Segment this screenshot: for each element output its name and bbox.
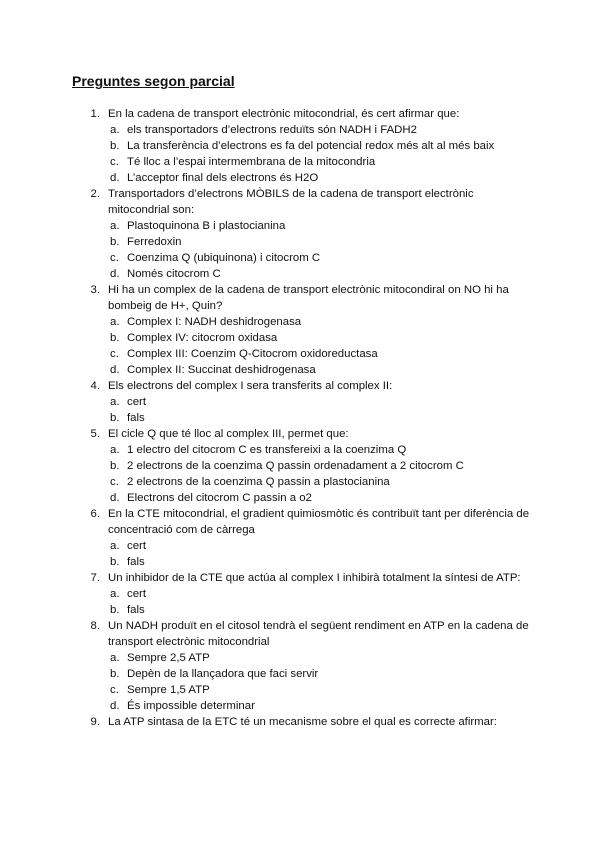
page-title: Preguntes segon parcial [72, 73, 235, 89]
option-text: L’acceptor final dels electrons és H2O [127, 172, 319, 184]
answer-option [72, 346, 542, 362]
option-text: La transferència d’electrons es fa del potencial redox més alt al més baix [127, 140, 495, 152]
question-number: 9. [90, 716, 100, 728]
option-letter: d. [110, 268, 120, 280]
option-text: Coenzima Q (ubiquinona) i citocrom C [127, 252, 321, 264]
option-letter: a. [110, 588, 120, 600]
answer-option [72, 250, 542, 266]
answer-option [72, 330, 542, 346]
answer-option [72, 490, 542, 506]
option-letter: a. [110, 220, 120, 232]
question-number: 8. [90, 620, 100, 632]
question-number: 1. [90, 108, 100, 120]
option-text: Complex III: Coenzim Q-Citocrom oxidoreductasa [127, 348, 378, 360]
option-text: cert [127, 540, 146, 552]
question-number: 5. [90, 428, 100, 440]
answer-option [72, 266, 542, 282]
question [72, 282, 542, 314]
option-letter: c. [110, 156, 119, 168]
answer-option [72, 122, 542, 138]
option-letter: b. [110, 556, 120, 568]
option-text: cert [127, 396, 146, 408]
option-letter: d. [110, 700, 120, 712]
option-text: Té lloc a l’espai intermembrana de la mitocondria [127, 156, 376, 168]
question [72, 570, 542, 586]
option-letter: b. [110, 460, 120, 472]
option-text: És impossible determinar [127, 700, 255, 712]
option-letter: d. [110, 172, 120, 184]
option-letter: a. [110, 652, 120, 664]
option-letter: c. [110, 348, 119, 360]
option-text: fals [127, 556, 145, 568]
option-letter: a. [110, 124, 120, 136]
option-text: fals [127, 604, 145, 616]
question [72, 426, 542, 442]
question-text: Un NADH produït en el citosol tendrà el següent rendiment en ATP en la cadena de transport electrònic mitocondrial [108, 620, 529, 648]
answer-option [72, 586, 542, 602]
option-letter: b. [110, 140, 120, 152]
question [72, 618, 542, 650]
answer-option [72, 314, 542, 330]
option-letter: c. [110, 252, 119, 264]
answer-option [72, 138, 542, 154]
option-text: Complex IV: citocrom oxidasa [127, 332, 278, 344]
answer-option [72, 410, 542, 426]
answer-option [72, 538, 542, 554]
option-letter: c. [110, 476, 119, 488]
question-number: 6. [90, 508, 100, 520]
answer-option [72, 666, 542, 682]
question-text: Hi ha un complex de la cadena de transport electrònic mitocondiral on NO hi ha bombeig de H+, Quin? [108, 284, 509, 312]
question [72, 106, 542, 122]
answer-option [72, 362, 542, 378]
answer-option [72, 218, 542, 234]
question-text: Un inhibidor de la CTE que actúa al complex I inhibirà totalment la síntesi de ATP: [108, 572, 521, 584]
option-letter: a. [110, 316, 120, 328]
option-letter: b. [110, 332, 120, 344]
answer-option [72, 474, 542, 490]
answer-option [72, 170, 542, 186]
question [72, 378, 542, 394]
option-letter: d. [110, 492, 120, 504]
question-number: 3. [90, 284, 100, 296]
option-text: Complex II: Succinat deshidrogenasa [127, 364, 316, 376]
answer-option [72, 602, 542, 618]
option-letter: a. [110, 396, 120, 408]
question-number: 4. [90, 380, 100, 392]
question-text: Els electrons del complex I sera transferits al complex II: [108, 380, 393, 392]
option-text: Depèn de la llançadora que faci servir [127, 668, 319, 680]
option-text: 2 electrons de la coenzima Q passin a plastocianina [127, 476, 390, 488]
option-text: Sempre 2,5 ATP [127, 652, 210, 664]
option-text: Plastoquinona B i plastocianina [127, 220, 286, 232]
option-letter: b. [110, 412, 120, 424]
question [72, 714, 542, 730]
question-text: En la cadena de transport electrònic mitocondrial, és cert afirmar que: [108, 108, 460, 120]
option-text: 1 electro del citocrom C es transfereixi a la coenzima Q [127, 444, 407, 456]
answer-option [72, 682, 542, 698]
question-number: 2. [90, 188, 100, 200]
question [72, 186, 542, 218]
question-text: La ATP sintasa de la ETC té un mecanisme sobre el qual es correcte afirmar: [108, 716, 497, 728]
option-text: Ferredoxin [127, 236, 182, 248]
answer-option [72, 154, 542, 170]
option-letter: d. [110, 364, 120, 376]
option-text: Complex I: NADH deshidrogenasa [127, 316, 302, 328]
option-letter: a. [110, 540, 120, 552]
question-number: 7. [90, 572, 100, 584]
option-letter: c. [110, 684, 119, 696]
option-letter: b. [110, 668, 120, 680]
answer-option [72, 458, 542, 474]
option-letter: b. [110, 236, 120, 248]
option-text: fals [127, 412, 145, 424]
option-letter: a. [110, 444, 120, 456]
option-text: cert [127, 588, 146, 600]
option-text: 2 electrons de la coenzima Q passin ordenadament a 2 citocrom C [127, 460, 464, 472]
answer-option [72, 234, 542, 250]
answer-option [72, 394, 542, 410]
question-text: El cicle Q que té lloc al complex III, permet que: [108, 428, 349, 440]
option-text: Electrons del citocrom C passin a o2 [127, 492, 312, 504]
question [72, 506, 542, 538]
option-text: els transportadors d’electrons reduïts són NADH i FADH2 [127, 124, 417, 136]
question-text: Transportadors d’electrons MÒBILS de la cadena de transport electrònic mitocondrial son: [108, 188, 474, 216]
answer-option [72, 554, 542, 570]
question-list [72, 106, 542, 730]
question-text: En la CTE mitocondrial, el gradient quimiosmòtic és contribuït tant per diferència de concentració com de càrrega [108, 508, 530, 536]
option-text: Sempre 1,5 ATP [127, 684, 210, 696]
answer-option [72, 650, 542, 666]
option-text: Només citocrom C [127, 268, 221, 280]
answer-option [72, 698, 542, 714]
answer-option [72, 442, 542, 458]
option-letter: b. [110, 604, 120, 616]
